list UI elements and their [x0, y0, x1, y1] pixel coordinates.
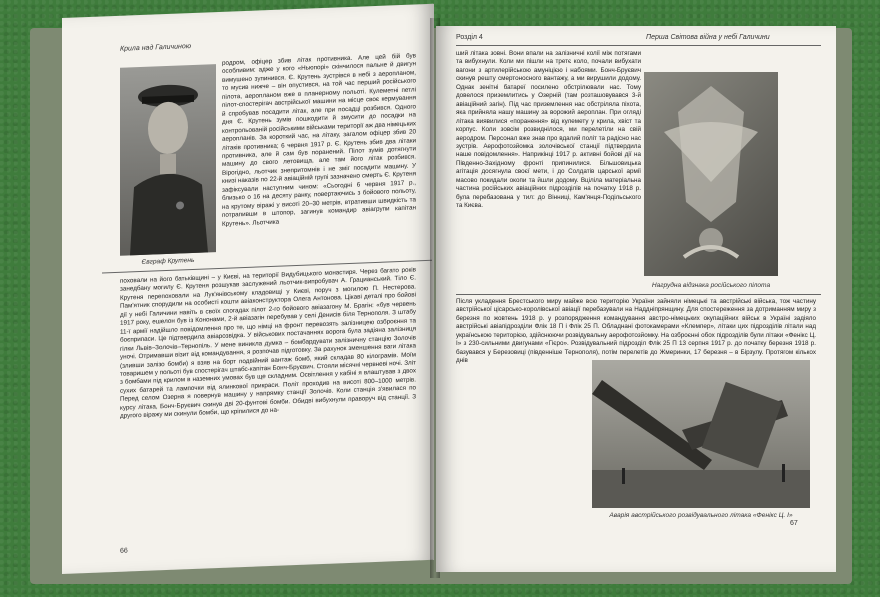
badge-caption: Нагрудна відзнака російського пілота	[651, 282, 771, 289]
body-text-main: поховали на його батьківщині – у Києві, на території Видубицького монастиря. Через багато років занедбану могилу Є. Крутеня розшукав заслужений льотчик-випробувач А. Грацианський. Тіло Є. Крутеня перепоховали на Лук'янівському кладовищі у Києві, поруч з могилою П. Нестерова. Пам'ятник спорудили на особисті кошти авіаконструктора Олега Антонова. Цікаві деталі про бойові дії у небі Галичини навіть в своїх спогадах пілот 2-го бойового авіазагону М. Брагін: «був червень 1917 року, ешелон був із Кононами, 2-й авіазагін перебував у селі Денисів біля Тернополя. З штабу 11-ї армії надійшло повідомлення про те, що німці на фронт перевозять залізницею озброєння та боєприпаси. Це підтвердила авіарозвідка. У військових постачаннях ворога була задіяна залізниця гілки Львів–Золочів–Тернопіль. У мене виникла думка – бомбардувати залізничну станцію Золочів уночі. Отримавши візит від командування, я розпочав підготовку. За рахунок зменшення ваги літака (зливши залізо бомби) я взяв на борт подвійний вантаж бомб, який складав 80 кілограмів. Моїм товаришем у польоті був спостерігач штабс-капітан Бонч-Бруєвич. Стояли місячні червневі ночі. Зліт з бомбами під крилом в наземних умовах був ще складним. Освітлення у кабіні я влаштував з двох сухих батарей та лампочки від ялинкової прикраси. Політ проходив на висоті 800–1000 метрів. Перед селом Озерна я повернув машину у напрямку станції Золочів. Коли станція з'явилася по курсу літака, Бонч-Бруєвич скинув дві 20-фунтові бомби. Обидві вибухнули праворуч від станції. З другого віражу ми скинули бомби, що кріпилися до на-	[120, 266, 416, 421]
badge-photo	[644, 72, 778, 276]
portrait-caption: Євграф Крутень	[141, 256, 195, 266]
body-text-mid: Після укладення Брестського миру майже всю територію України зайняли німецькі та австрійські війська, тож частину австрійської цісарсько-королівської авіації перебазували на Наддніпрянщину. Для спостереження за дотриманням миру з березня по жовтень 1918 р. у розпорядження командування австро-німецьких окупаційних військ в Україні задіяло австрійські авіапідрозділи Флік 18 П і Флік 25 П. Обладнані фотокамерами «Клемпер», літаки цих підрозділів літали над українською територією, здійснюючи розвідувальну аерофотозйомку. На озброєнні обох підрозділів були літаки «Фенікс Ц. І» з 230-сильними двигунами «Гієро». Розвідувальний підрозділ Флік 25 П 13 серпня 1917 р. до початку березня 1918 р. базувався у Березовиці (південніше Тернополя), потім перелетів до Жмеринки, 17 березня – в Бірзулу. Протягом кількох днів	[456, 298, 816, 365]
left-page	[62, 4, 434, 574]
page-number: 67	[790, 520, 798, 527]
body-text-side: родром, офіцер збив літак противника. Але цей бій був особливим: адже у кого «Ньюпорі» скінчилося пальне й двигун вимушено зупинився. Є. Крутень зустрівся в небі з аеропланом, то мусив нижче – він опустився, на той час перший російського пілота, аеропланом вже в планерному польоті. Кулеметні петлі пілот-спостерігач австрійської машини на місце своє кермування й спробував посадити літак, але при посадці розбився. Одного дня Є. Крутень зумів пошкодити й змусити до посадки на контрольованій російськими військами території аж два німецьких аеропланів. За короткий час, на літаку, загалом офіцер збив 20 літаків противника; 6 червня 1917 р. Є. Крутень збив два літаки противника, але й сам був поранений. Пілот зумів дотягнути машину до свого летовища, але там його літак розбився. Вірогідно, льотчик знепритомнів і не зміг посадити машину. У книзі наказів по 22-й авіаційній групі зазначено смерть Є. Крутеня зафіксували наступним чином: «Сьогодні 6 червня 1917 р., близько о 16 на десяту ранку, повертаючись з бойового польоту, на крутому віражі у висоті 20–30 метрів, втративши швидкість та потрапивши в штопор, загинув командир авіагрупи капітан Крутень». Льотчика	[222, 52, 416, 228]
body-text-top: ший літака зовні. Вони впали на залізничні колії між потягами та вибухнули. Коли ми пішли на третє коло, почали вибухати вагони з артилерійською амуніцією і набоями. Бонч-Бруєвич скинув решту смертоносного вантажу, а ми вирушили додому. Однак зенітні батареї посилено обстрілювали нас. Тому довелося приземлитись у Озерній (там розташовувався 3-й авіаційний загін). Під час приземлення нас обстріляла піхота, яка прийняла нашу машину за ворожий аероплан. При огляді літака виявилися «поранення» від кулемету у крила, хвіст та корпус. Коли зовсім розвиднілося, ми перелетіли на свій аеродром. Персонал вже знав про вдалий політ та радісно нас зустрів. Аерофотозйомка золочівської станції підтвердила наше повідомлення». Наприкінці 1917 р. активні бойові дії на Південно-Західному фронті припинилися. Більшовицька агітація досягнула своєї мети, і до Солдатів царської армії масово покидали окопи та йшли додому. Вціліла матеріальна частина російських авіаційних підрозділів на початку 1918 р. була перебазована у тил: до Вінниці, Кам'янця-Подільського та Києва.	[456, 50, 641, 210]
portrait-photo	[120, 64, 216, 256]
crash-photo	[592, 360, 810, 508]
header-rule	[456, 45, 821, 46]
crash-caption: Аварія австрійського розвідувального літака «Фенікс Ц. І»	[609, 512, 793, 519]
chapter-head: Розділ 4	[456, 34, 483, 41]
running-head: Перша Світова війна у небі Галичини	[646, 34, 770, 41]
running-head: Крила над Галичиною	[120, 43, 192, 53]
right-page	[436, 26, 836, 572]
section-rule	[456, 294, 821, 295]
page-number: 66	[120, 547, 128, 555]
